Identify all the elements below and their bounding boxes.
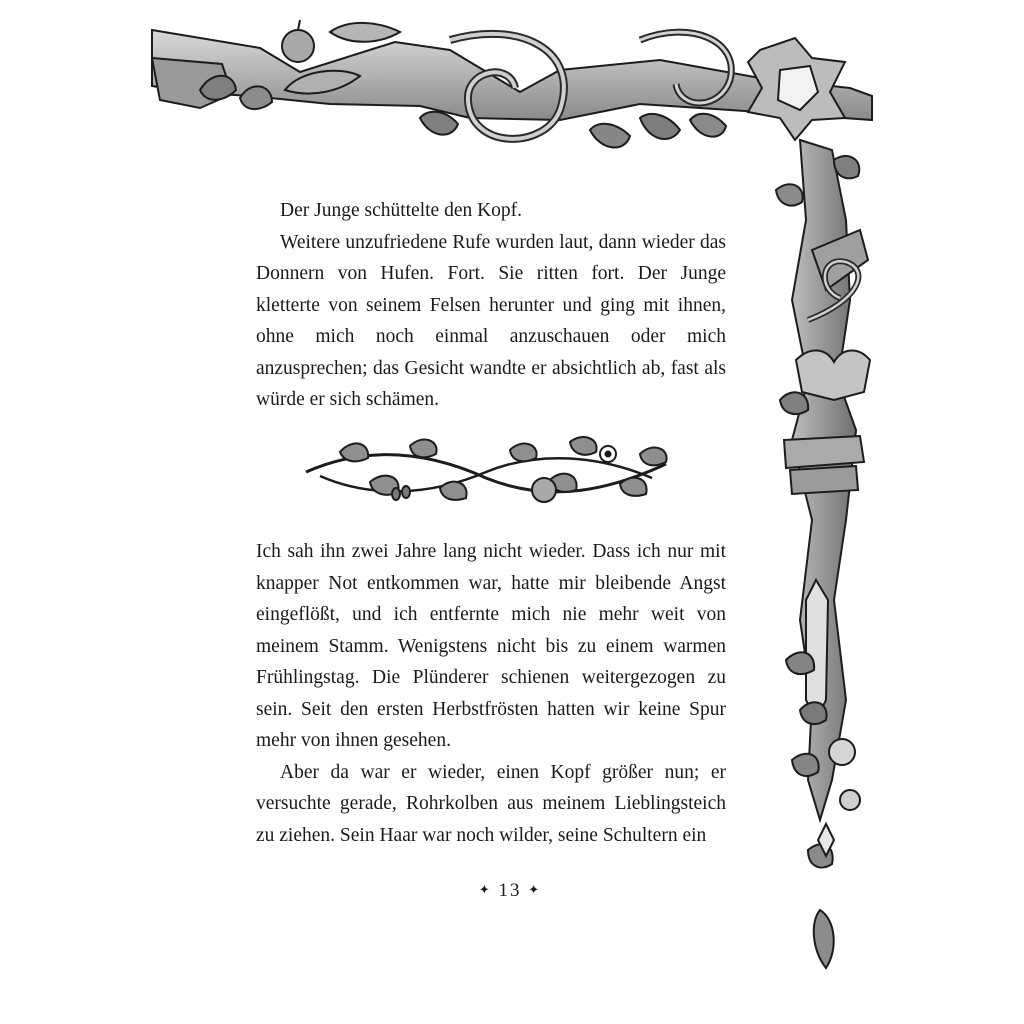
text-section-top [256,195,726,416]
paragraph: Der Junge schüttelte den Kopf. [280,200,523,221]
vine-divider-icon [300,432,672,506]
text-section-bottom [256,536,726,851]
paragraph: Aber da war er wieder, einen Kopf größer nun; er versuchte gerade, Rohrkolben aus meinem Lieblingsteich zu ziehen. Sein Haar war noch wilder, seine Schultern ein [256,761,726,846]
star-ornament-icon: ✦ [478,882,492,897]
star-ornament-icon: ✦ [528,882,542,897]
page-number-text: 13 [498,880,522,901]
paragraph: Weitere unzufriedene Rufe wurden laut, dann wieder das Donnern von Hufen. Fort. Sie ritten fort. Der Junge kletterte von seinem Felsen herunter und ging mit ihnen, ohne mich noch einmal anzuschauen oder mich anzusprechen; das Gesicht wandte er absichtlich ab, fast als würde er sich schämen. [256,231,726,410]
page-number [440,880,580,902]
paragraph: Ich sah ihn zwei Jahre lang nicht wieder. Dass ich nur mit knapper Not entkommen war, hatte mir bleibende Angst eingeflößt, und ich entfernte mich nie mehr weit von meinem Stamm. Wenigstens nicht bis zu einem warmen Frühlingstag. Die Plünderer schienen weitergezogen zu sein. Seit den ersten Herbstfrösten hatten wir keine Spur mehr von ihnen gesehen. [256,541,726,751]
